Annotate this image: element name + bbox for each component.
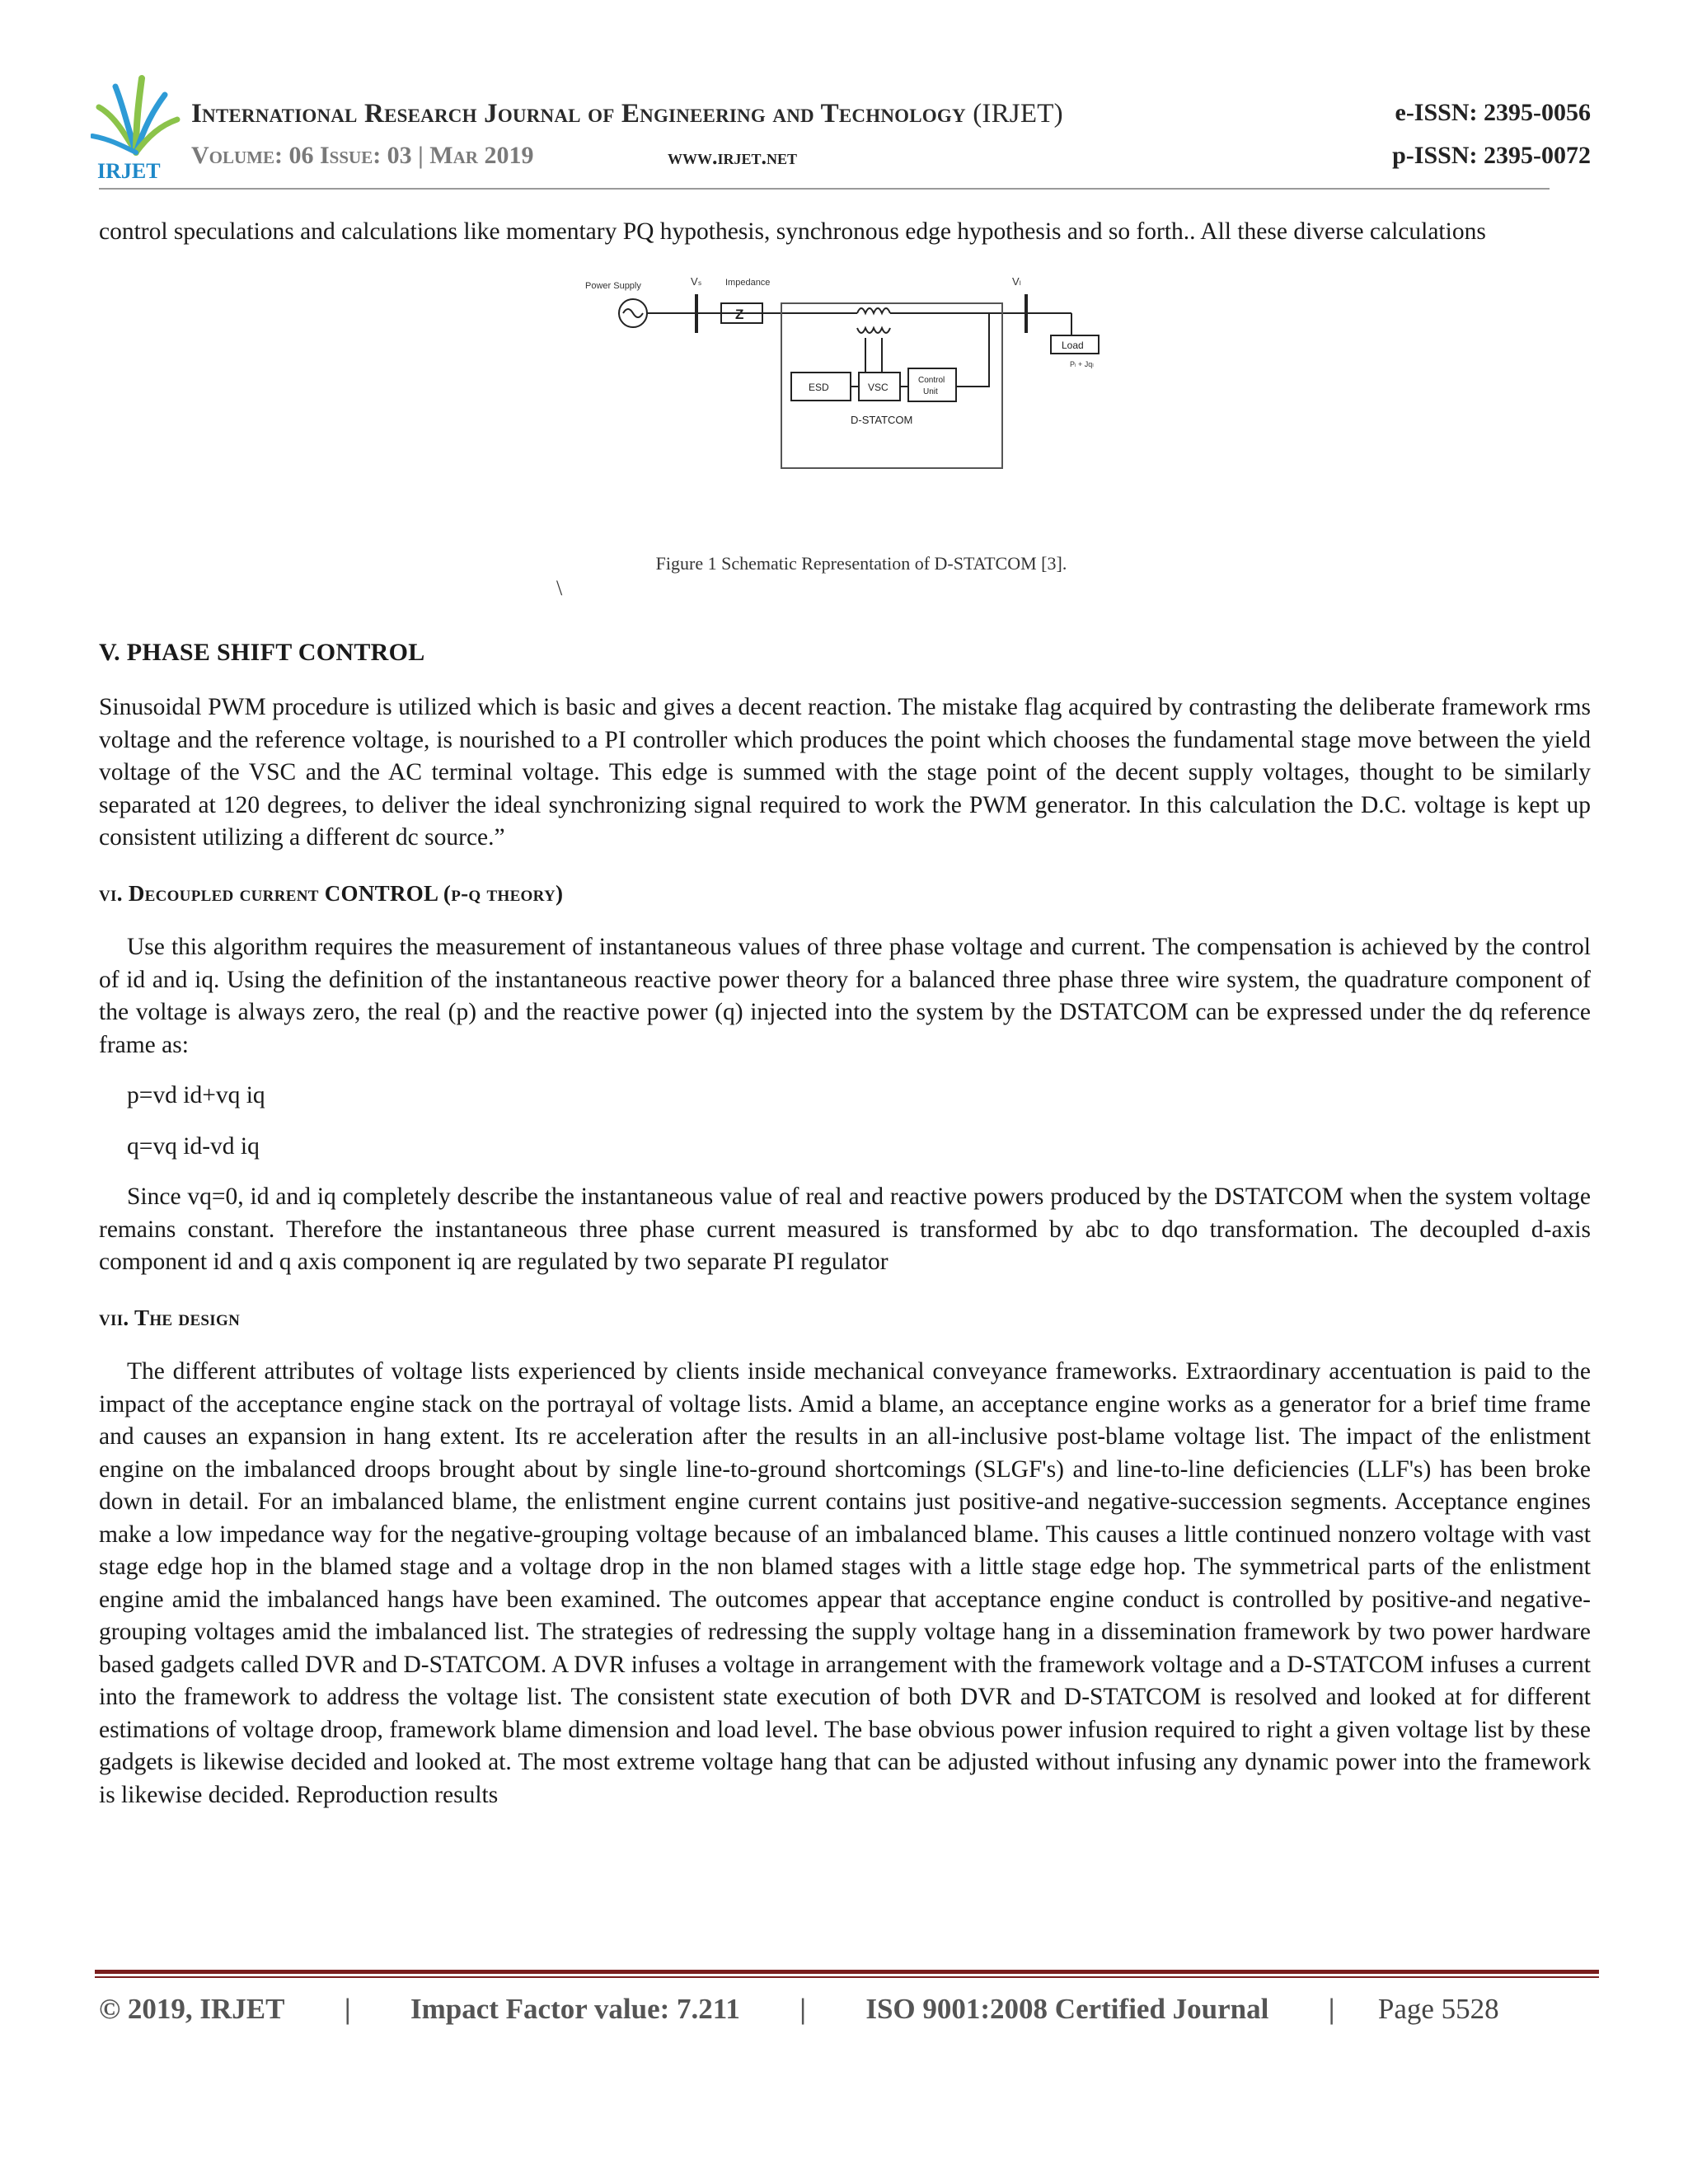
equation-p: p=vd id+vq iq — [127, 1082, 265, 1108]
label-vsc: VSC — [868, 381, 889, 393]
label-load: Load — [1062, 339, 1084, 351]
label-vl: Vₗ — [1012, 274, 1021, 288]
footer-page-number: Page 5528 — [1377, 1993, 1499, 2025]
journal-title-abbr: (IRJET) — [973, 99, 1063, 129]
label-control: Control — [918, 375, 945, 385]
label-esd: ESD — [809, 381, 829, 393]
volume-issue: Volume: 06 Issue: 03 | Mar 2019 — [191, 142, 534, 169]
sine-icon — [623, 309, 643, 317]
pissn: p-ISSN: 2395-0072 — [1392, 142, 1591, 169]
footer-rule-thin — [95, 1976, 1599, 1978]
section-5-heading: V. PHASE SHIFT CONTROL — [99, 638, 425, 666]
equation-q: q=vq id-vd iq — [127, 1132, 260, 1160]
figure-caption: Figure 1 Schematic Representation of D-STATCOM [3]. — [655, 552, 1067, 574]
irjet-logo-icon — [91, 74, 181, 181]
section-6-paragraph-2: Since vq=0, id and iq completely describe the instantaneous value of real and reactive powers produced by the DSTATCOM when the system voltage remains constant. Therefore the instantaneous three phase current measured is transformed by abc to dqo transformation. The decoupled d-axis component id and q axis component iq are regulated by two separate PI regulator — [99, 1183, 1591, 1275]
label-load-power: Pₗ + Jqₗ — [1070, 359, 1094, 368]
header-divider — [99, 188, 1550, 190]
eissn: e-ISSN: 2395-0056 — [1395, 99, 1591, 126]
transformer-primary-icon — [857, 308, 890, 313]
section-6-heading: vi. Decoupled current CONTROL (p-q theory) — [99, 880, 564, 906]
section-7-heading: vii. The design — [99, 1305, 241, 1330]
footer-separator: | — [344, 1993, 351, 2025]
section-5-paragraph: Sinusoidal PWM procedure is utilized which is basic and gives a decent reaction. The mistake flag acquired by contrasting the deliberate framework rms voltage and the reference voltage, is nourished to a PI controller which produces the point which chooses the fundamental stage move between the yield voltage of the VSC and the AC terminal voltage. This edge is summed with the stage point of the decent supply voltages, thought to be similarly separated at 120 degrees, to deliver the ideal synchronizing signal required to work the PWM generator. In this calculation the D.C. voltage is kept up consistent utilizing a different dc source.” — [99, 694, 1591, 851]
intro-paragraph: control speculations and calculations like momentary PQ hypothesis, synchronous edge hypothesis and so forth.. All these diverse calculations — [99, 218, 1486, 245]
page-header — [91, 74, 1591, 198]
website-link[interactable]: www.irjet.net — [668, 145, 798, 169]
control-unit-box — [908, 368, 956, 401]
journal-title — [191, 99, 1063, 129]
label-dstatcom: D-STATCOM — [851, 413, 913, 426]
label-unit: Unit — [923, 387, 938, 396]
label-power-supply: Power Supply — [585, 280, 641, 291]
footer-impact-factor: Impact Factor value: 7.211 — [410, 1993, 740, 2025]
page-body — [99, 216, 1591, 1811]
label-vs: Vₛ — [691, 274, 702, 288]
figure-1 — [99, 249, 1591, 636]
dstatcom-schematic — [585, 274, 1129, 546]
page-footer — [99, 1993, 1591, 2026]
label-z: Z — [735, 306, 744, 322]
stray-mark: \ — [556, 575, 563, 600]
section-7-paragraph: The different attributes of voltage lists experienced by clients inside mechanical conveyance frameworks. Extraordinary accentuation is paid to the impact of the acceptance engine stack on the portrayal of voltage lists. Amid a blame, an acceptance engine works as a generator for a brief time frame and causes an expansion in hang extent. Its re acceleration after the results in an all-inclusive post-blame voltage list. The impact of the enlistment engine on the imbalanced droops brought about by single line-to-ground shortcomings (SLGF's) and line-to-line deficiencies (LLF's) has been broke down in detail. For an imbalanced blame, the enlistment engine current contains just positive-and negative-succession segments. Acceptance engines make a low impedance way for the negative-grouping voltage because of an imbalanced blame. This causes a little continued nonzero voltage with vast stage edge hop in the blamed stage and a voltage drop in the non blamed stages with a little stage edge hop. The symmetrical parts of the enlistment engine amid the imbalanced hangs have been examined. The outcomes appear that acceptance engine conduct is controlled by positive-and negative-grouping voltages amid the imbalanced list. The strategies of redressing the supply voltage hang in a dissemination framework by two power hardware based gadgets called DVR and D-STATCOM. A DVR infuses a voltage in arrangement with the framework voltage and a D-STATCOM infuses a current into the framework to address the voltage list. The consistent state execution of both DVR and D-STATCOM is resolved and looked at for different estimations of voltage droop, framework blame dimension and load level. The base obvious power infusion required to right a given voltage list by these gadgets is likewise decided and looked at. The most extreme voltage hang that can be adjusted without infusing any dynamic power into the framework is likewise decided. Reproduction results — [99, 1358, 1591, 1808]
logo-text: IRJET — [97, 159, 161, 181]
label-impedance: Impedance — [725, 277, 771, 288]
footer-separator: | — [799, 1993, 806, 2025]
journal-title-main: International Research Journal of Engineering and Technology — [191, 99, 966, 129]
footer-copyright: © 2019, IRJET — [99, 1993, 285, 2025]
footer-rule-thick — [95, 1970, 1599, 1974]
transformer-secondary-icon — [857, 328, 890, 333]
footer-iso: ISO 9001:2008 Certified Journal — [865, 1993, 1269, 2025]
section-6-paragraph-1: Use this algorithm requires the measurement of instantaneous values of three phase voltage and current. The compensation is achieved by the control of id and iq. Using the definition of the instantaneous reactive power theory for a balanced three phase three wire system, the quadrature component of the voltage is always zero, the real (p) and the reactive power (q) injected into the system by the DSTATCOM can be expressed under the dq reference frame as: — [99, 934, 1591, 1058]
footer-separator: | — [1328, 1993, 1335, 2025]
